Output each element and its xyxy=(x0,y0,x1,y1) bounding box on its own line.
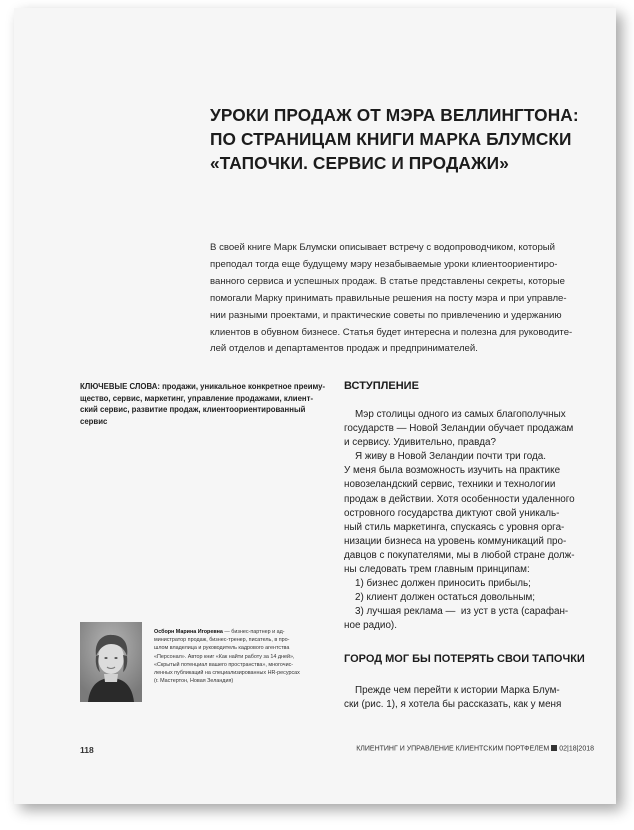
section-heading-city: ГОРОД МОГ БЫ ПОТЕРЯТЬ СВОИ ТАПОЧКИ xyxy=(344,653,585,665)
abstract-line: лей отделов и департаментов продаж и предпринимателей. xyxy=(210,343,478,355)
body-line: и сервису. Удивительно, правда? xyxy=(344,437,496,449)
keywords-line: ский сервис, развитие продаж, клиентоориентированный xyxy=(80,405,306,415)
author-line xyxy=(154,628,334,636)
author-bio xyxy=(154,628,334,685)
body-line: низации бизнеса на уровень коммуникаций про- xyxy=(344,535,567,547)
body-line: Мэр столицы одного из самых благополучных xyxy=(344,409,566,420)
body-line: 2) клиент должен остаться довольным; xyxy=(344,592,535,604)
body-line: давцов с покупателями, мы в любой стране долж- xyxy=(344,549,575,561)
body-line: островного государства диктуют свой уникаль- xyxy=(344,507,560,519)
abstract-line: преподал тогда еще будущему мэру незабываемые уроки клиентоориентиро- xyxy=(210,258,558,270)
abstract-line: ванного сервиса и успешных продаж. В статье представлены секреты, которые xyxy=(210,275,565,287)
article-abstract xyxy=(210,240,600,358)
author-name: Осборн Марина Игоревна xyxy=(154,629,223,635)
author-portrait-icon xyxy=(80,622,142,702)
body-line: государств — Новой Зеландии обучает продажам xyxy=(344,423,574,435)
body-line: ное радио). xyxy=(344,620,397,632)
section-heading-intro: ВСТУПЛЕНИЕ xyxy=(344,380,419,392)
journal-title: КЛИЕНТИНГ И УПРАВЛЕНИЕ КЛИЕНТСКИМ ПОРТФЕЛЕМ xyxy=(356,745,550,753)
author-line: ленных публикаций на специализированных HR-ресурсах xyxy=(154,670,300,677)
body-line: продаж в действии. Хотя особенности удаленного xyxy=(344,493,575,505)
keywords-line: КЛЮЧЕВЫЕ СЛОВА: продажи, уникальное конкретное преиму- xyxy=(80,382,326,391)
keywords-line: щество, сервис, маркетинг, управление продажами, клиент- xyxy=(80,393,314,403)
body-line: ный стиль маркетинга, спускаясь с уровня орга- xyxy=(344,521,565,533)
square-separator-icon xyxy=(551,745,557,751)
body-line: 3) лучшая реклама — из уст в уста (сарафан- xyxy=(344,606,569,618)
abstract-line: клиентов в обувном бизнесе. Статья будет интересна и полезна для руководите- xyxy=(210,326,573,338)
body-line: Я живу в Новой Зеландии почти три года. xyxy=(344,451,547,463)
body-line: новозеландский сервис, техники и технологии xyxy=(344,479,556,491)
keywords-line: сервис xyxy=(80,416,108,426)
title-line: «ТАПОЧКИ. СЕРВИС И ПРОДАЖИ» xyxy=(210,153,509,173)
author-line: шлом владелица и руководитель кадрового агентства xyxy=(154,645,290,652)
author-line: министратор продаж, бизнес-тренер, писатель, в про- xyxy=(154,637,290,644)
author-bio-start: — бизнес-партнер и ад- xyxy=(222,629,285,635)
section-body-city xyxy=(344,684,604,712)
author-photo xyxy=(80,622,142,702)
article-title xyxy=(210,103,600,175)
abstract-line: В своей книге Марк Блумски описывает встречу с водопроводчиком, который xyxy=(210,242,556,253)
body-line: ски (рис. 1), я хотела бы рассказать, как у меня xyxy=(344,699,562,711)
body-line: Прежде чем перейти к истории Марка Блум- xyxy=(344,685,560,696)
journal-footer xyxy=(356,745,594,753)
title-line: УРОКИ ПРОДАЖ ОТ МЭРА ВЕЛЛИНГТОНА: xyxy=(210,105,579,125)
page-number: 118 xyxy=(80,745,94,755)
body-line: 1) бизнес должен приносить прибыль; xyxy=(344,578,531,590)
title-line: ПО СТРАНИЦАМ КНИГИ МАРКА БЛУМСКИ xyxy=(210,129,572,149)
body-line: ны следовать трем главным принципам: xyxy=(344,564,530,576)
author-line: «Скрытый потенциал вашего пространства», многочис- xyxy=(154,661,294,668)
author-line: (г. Мастертон, Новая Зеландия) xyxy=(154,678,234,685)
abstract-line: помогали Марку принимать правильные решения на посту мэра и при управле- xyxy=(210,292,567,304)
journal-page xyxy=(14,8,616,804)
keywords-block xyxy=(80,381,330,427)
author-line: «Персонал». Автор книг «Как найти работу за 14 дней», xyxy=(154,653,295,660)
journal-issue: 02|18|2018 xyxy=(559,745,594,753)
section-body-intro xyxy=(344,408,604,634)
body-line: У меня была возможность изучить на практике xyxy=(344,465,561,477)
abstract-line: нии разными проектами, и практические советы по привлечению и удержанию xyxy=(210,309,562,321)
